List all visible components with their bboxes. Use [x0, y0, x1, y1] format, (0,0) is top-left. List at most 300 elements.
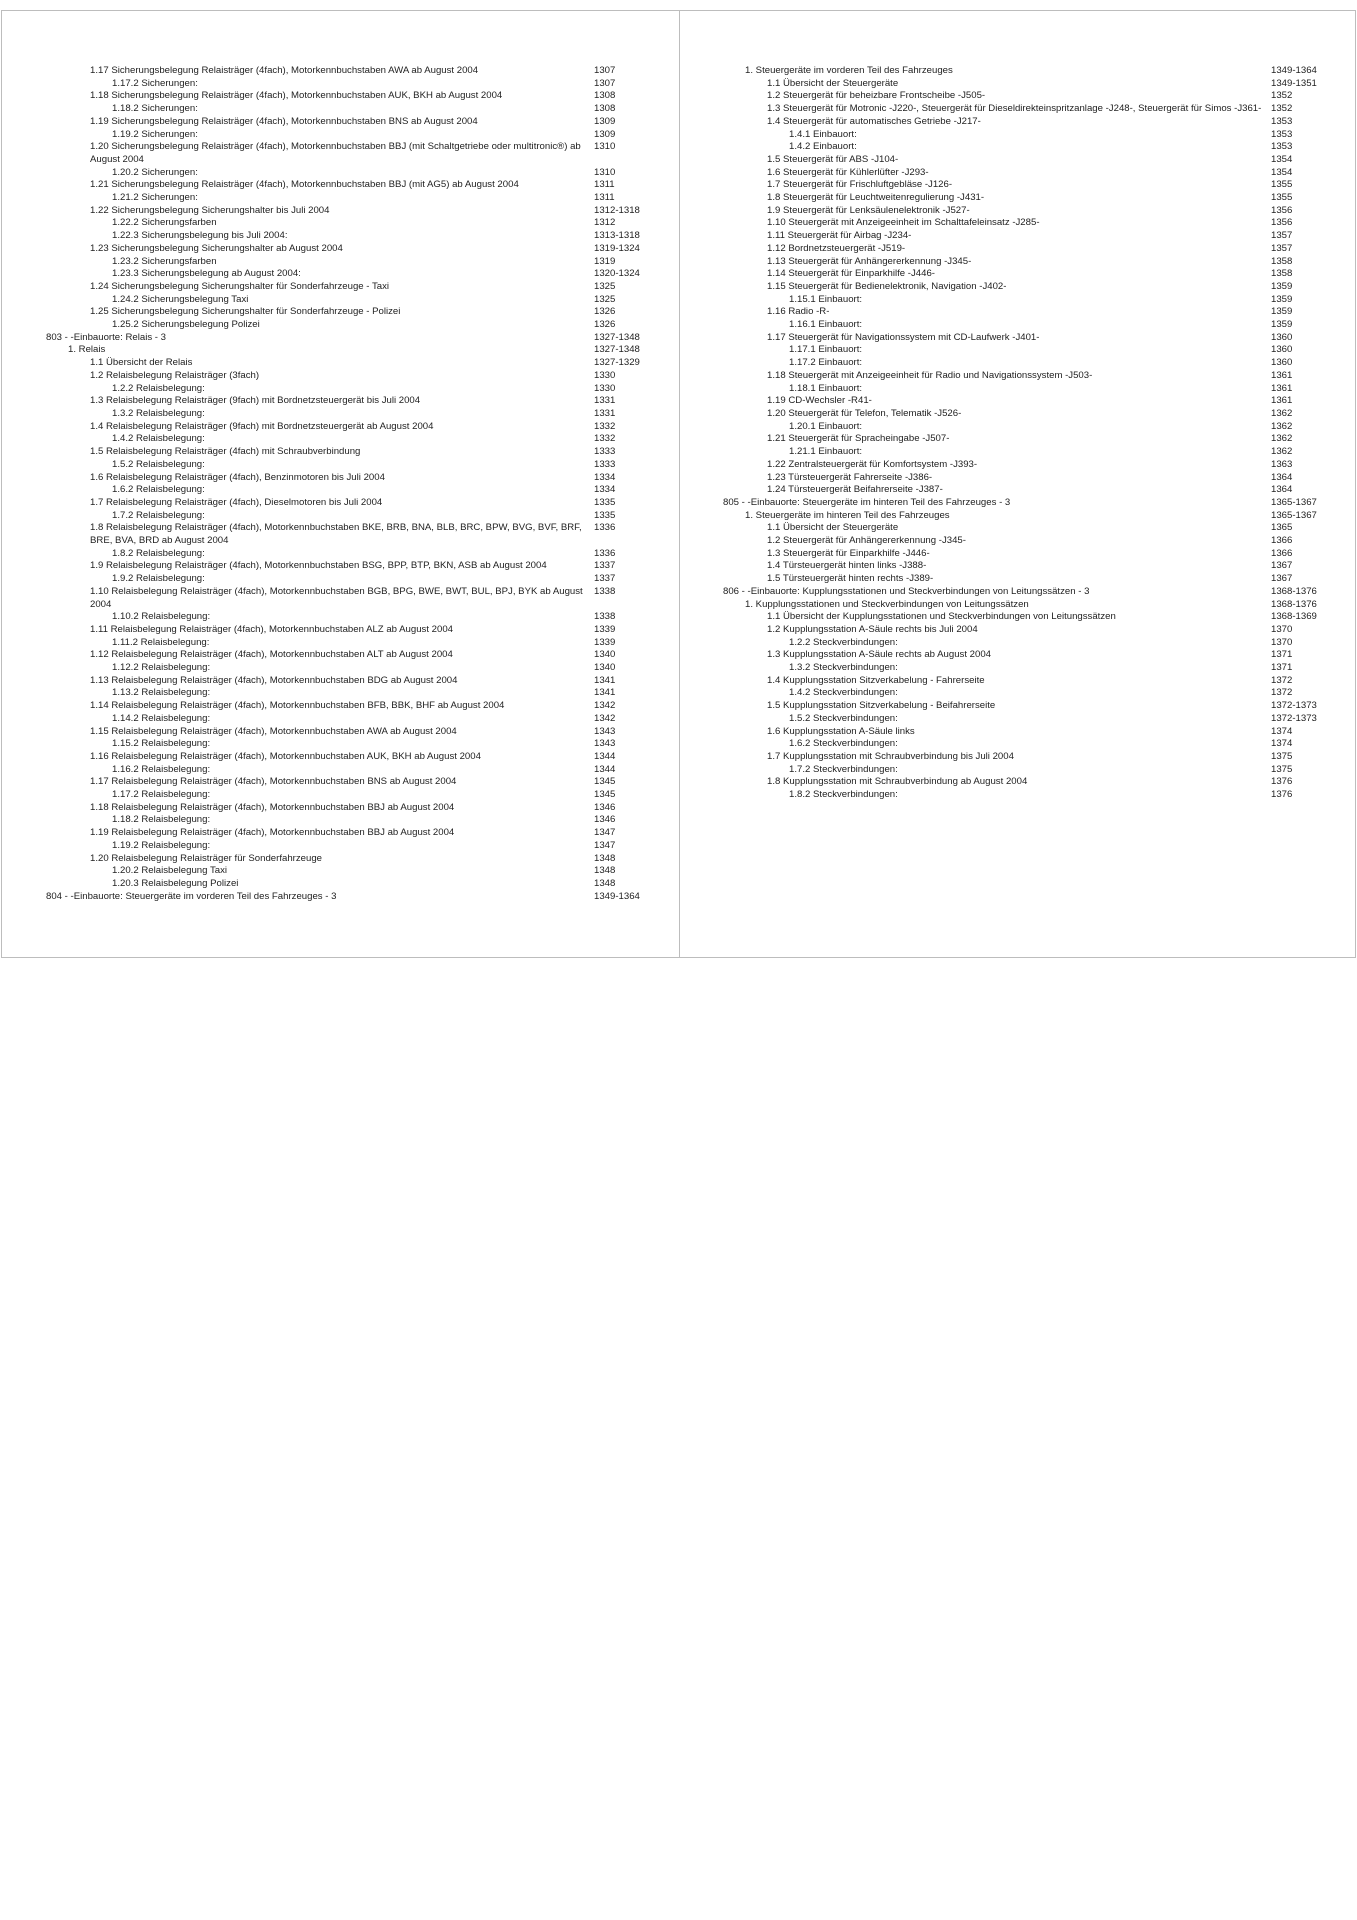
toc-entry[interactable]	[723, 649, 1323, 662]
toc-entry[interactable]	[46, 675, 654, 688]
toc-entry[interactable]	[46, 370, 654, 383]
toc-entry[interactable]	[723, 789, 1323, 802]
toc-entry[interactable]	[46, 217, 654, 230]
toc-entry[interactable]	[46, 78, 654, 91]
toc-entry[interactable]	[723, 738, 1323, 751]
toc-entry-title: 1.5 Relaisbelegung Relaisträger (4fach) mit Schraubverbindung	[90, 446, 361, 458]
toc-entry[interactable]	[46, 332, 654, 345]
toc-entry-title: 1.16 Relaisbelegung Relaisträger (4fach), Motorkennbuchstaben AUK, BKH ab August 2004	[90, 750, 481, 762]
toc-entry-page-number: 1345	[594, 776, 616, 788]
toc-entry[interactable]	[46, 65, 654, 78]
toc-entry[interactable]	[723, 586, 1323, 599]
toc-entry[interactable]	[723, 230, 1323, 243]
toc-entry-page-number: 1332	[594, 433, 616, 445]
toc-entry[interactable]	[46, 789, 654, 802]
toc-entry-title: 1.15.1 Einbauort:	[789, 293, 863, 305]
toc-entry[interactable]	[46, 510, 654, 523]
toc-entry-page-number: 1319	[594, 255, 616, 267]
toc-entry[interactable]	[46, 90, 654, 103]
toc-entry-title: 1.22.2 Sicherungsfarben	[112, 217, 217, 229]
toc-entry[interactable]	[46, 167, 654, 180]
toc-entry[interactable]	[723, 687, 1323, 700]
toc-entry-page-number: 1361	[1271, 369, 1293, 381]
toc-entry[interactable]	[723, 179, 1323, 192]
toc-entry-title: 1.22.3 Sicherungsbelegung bis Juli 2004:	[112, 230, 288, 242]
toc-entry-title: 1.6.2 Steckverbindungen:	[789, 738, 898, 750]
toc-entry[interactable]	[46, 344, 654, 357]
toc-entry[interactable]	[46, 827, 654, 840]
toc-entry-page-number: 1331	[594, 407, 616, 419]
toc-entry-title: 1.23 Türsteuergerät Fahrerseite -J386-	[767, 471, 933, 483]
toc-entry[interactable]	[46, 306, 654, 319]
toc-entry-title: 1.17.1 Einbauort:	[789, 344, 863, 356]
toc-entry-title: 1.8 Kupplungsstation mit Schraubverbindung ab August 2004	[767, 776, 1028, 788]
toc-entry-title: 1.3 Steuergerät für Motronic -J220-, Steuergerät für Dieseldirekteinspritzanlage -J248-, Steuergerät für Simos -J361-	[767, 103, 1262, 115]
toc-entry-page-number: 1372-1373	[1271, 700, 1317, 712]
toc-entry-page-number: 1366	[1271, 547, 1293, 559]
toc-entry-page-number: 1349-1351	[1271, 77, 1317, 89]
toc-entry[interactable]	[46, 243, 654, 256]
toc-entry-title: 1.21.2 Sicherungen:	[112, 192, 198, 204]
toc-entry-page-number: 1325	[594, 293, 616, 305]
toc-entry-title: 1.1 Übersicht der Kupplungsstationen und Steckverbindungen von Leitungssätzen	[767, 611, 1116, 623]
toc-entry[interactable]	[723, 713, 1323, 726]
toc-entry-title: 1.13.2 Relaisbelegung:	[112, 687, 211, 699]
toc-entry-title: 1.21.1 Einbauort:	[789, 446, 863, 458]
toc-entry[interactable]	[46, 891, 654, 904]
toc-entry-page-number: 1375	[1271, 763, 1293, 775]
toc-entry-title: 1.4.2 Einbauort:	[789, 141, 857, 153]
toc-entry-title: 1.8 Steuergerät für Leuchtweitenregulierung -J431-	[767, 192, 985, 204]
toc-entry[interactable]	[46, 294, 654, 307]
toc-entry[interactable]	[723, 484, 1323, 497]
toc-entry[interactable]	[723, 205, 1323, 218]
toc-entry-title: 1.18.2 Relaisbelegung:	[112, 814, 211, 826]
toc-entry[interactable]	[46, 472, 654, 485]
toc-entry[interactable]	[723, 281, 1323, 294]
toc-entry-page-number: 1311	[594, 192, 615, 204]
toc-entry-title: 1. Kupplungsstationen und Steckverbindungen von Leitungssätzen	[745, 598, 1029, 610]
toc-entry[interactable]	[723, 129, 1323, 142]
toc-entry-title: 1.20.2 Sicherungen:	[112, 166, 198, 178]
toc-entry[interactable]	[46, 560, 654, 573]
toc-entry-title: 1.12 Relaisbelegung Relaisträger (4fach), Motorkennbuchstaben ALT ab August 2004	[90, 649, 453, 661]
toc-entry-page-number: 1338	[594, 585, 616, 597]
toc-entry[interactable]	[46, 865, 654, 878]
toc-entry[interactable]	[723, 141, 1323, 154]
toc-entry-page-number: 1368-1376	[1271, 598, 1317, 610]
toc-entry[interactable]	[46, 624, 654, 637]
toc-entry[interactable]	[46, 573, 654, 586]
toc-entry[interactable]	[723, 624, 1323, 637]
toc-entry-title: 1.22 Sicherungsbelegung Sicherungshalter bis Juli 2004	[90, 204, 330, 216]
toc-entry[interactable]	[723, 370, 1323, 383]
toc-entry[interactable]	[46, 522, 654, 547]
toc-entry[interactable]	[723, 421, 1323, 434]
toc-entry-title: 1.10.2 Relaisbelegung:	[112, 611, 211, 623]
toc-entry[interactable]	[723, 662, 1323, 675]
toc-entry-title: 1. Relais	[68, 344, 106, 356]
toc-entry-page-number: 1372	[1271, 674, 1293, 686]
toc-entry[interactable]	[723, 700, 1323, 713]
toc-entry[interactable]	[723, 548, 1323, 561]
toc-entry[interactable]	[723, 573, 1323, 586]
toc-entry-page-number: 1360	[1271, 344, 1293, 356]
toc-entry-page-number: 1352	[1271, 103, 1293, 115]
toc-entry[interactable]	[723, 116, 1323, 129]
toc-entry-title: 1.9 Relaisbelegung Relaisträger (4fach), Motorkennbuchstaben BSG, BPP, BTP, BKN, ASB ab August 2004	[90, 560, 547, 572]
toc-entry-page-number: 1326	[594, 306, 616, 318]
toc-entry[interactable]	[46, 256, 654, 269]
toc-entry[interactable]	[46, 814, 654, 827]
toc-entry-page-number: 1364	[1271, 484, 1293, 496]
toc-entry[interactable]	[46, 586, 654, 611]
toc-entry-title: 1.24 Sicherungsbelegung Sicherungshalter für Sonderfahrzeuge - Taxi	[90, 280, 390, 292]
toc-entry-page-number: 1361	[1271, 382, 1293, 394]
toc-entry[interactable]	[46, 713, 654, 726]
toc-entry-page-number: 1325	[594, 280, 616, 292]
toc-entry-title: 1.19.2 Relaisbelegung:	[112, 839, 211, 851]
toc-entry-page-number: 1335	[594, 496, 616, 508]
toc-entry-title: 1.4.1 Einbauort:	[789, 128, 857, 140]
toc-entry-title: 1.11 Relaisbelegung Relaisträger (4fach), Motorkennbuchstaben ALZ ab August 2004	[90, 623, 454, 635]
toc-entry-page-number: 1308	[594, 90, 616, 102]
toc-entry[interactable]	[46, 700, 654, 713]
toc-entry[interactable]	[46, 179, 654, 192]
toc-entry-page-number: 1336	[594, 522, 616, 534]
toc-entry-title: 1.2 Steuergerät für Anhängererkennung -J345-	[767, 535, 966, 547]
toc-entry-page-number: 1330	[594, 382, 616, 394]
toc-entry-title: 1.20 Steuergerät für Telefon, Telematik -J526-	[767, 407, 962, 419]
toc-entry-title: 1.5.2 Steckverbindungen:	[789, 712, 898, 724]
toc-entry-title: 1.18 Sicherungsbelegung Relaisträger (4fach), Motorkennbuchstaben AUK, BKH ab August 2004	[90, 90, 503, 102]
toc-entry[interactable]	[723, 472, 1323, 485]
toc-entry[interactable]	[46, 637, 654, 650]
toc-entry-title: 1.16 Radio -R-	[767, 306, 830, 318]
toc-entry-page-number: 1311	[594, 179, 615, 191]
toc-entry-page-number: 1340	[594, 649, 616, 661]
toc-entry-title: 1.18.1 Einbauort:	[789, 382, 863, 394]
toc-entry-page-number: 1331	[594, 395, 616, 407]
toc-entry-page-number: 1353	[1271, 115, 1293, 127]
toc-entry[interactable]	[723, 357, 1323, 370]
toc-entry[interactable]	[46, 446, 654, 459]
toc-entry-title: 1.21 Steuergerät für Spracheingabe -J507-	[767, 433, 950, 445]
toc-entry-title: 1.2.2 Steckverbindungen:	[789, 636, 898, 648]
toc-entry-title: 1.8.2 Relaisbelegung:	[112, 547, 205, 559]
toc-entry-page-number: 1320-1324	[594, 268, 640, 280]
toc-entry[interactable]	[46, 141, 654, 166]
toc-entry-title: 1.2 Steuergerät für beheizbare Frontscheibe -J505-	[767, 90, 986, 102]
toc-entry[interactable]	[46, 421, 654, 434]
toc-entry-title: 1.3 Steuergerät für Einparkhilfe -J446-	[767, 547, 930, 559]
toc-entry-page-number: 1354	[1271, 166, 1293, 178]
toc-entry-page-number: 1333	[594, 458, 616, 470]
toc-entry-title: 1.21 Sicherungsbelegung Relaisträger (4fach), Motorkennbuchstaben BBJ (mit AG5) ab August 2004	[90, 179, 519, 191]
toc-entry-page-number: 1348	[594, 852, 616, 864]
toc-entry[interactable]	[46, 776, 654, 789]
toc-entry-page-number: 1339	[594, 623, 616, 635]
toc-entry[interactable]	[46, 433, 654, 446]
toc-entry-title: 1.12 Bordnetzsteuergerät -J519-	[767, 242, 906, 254]
toc-page-right	[723, 65, 1323, 802]
toc-entry[interactable]	[46, 687, 654, 700]
toc-entry-page-number: 1363	[1271, 458, 1293, 470]
toc-entry-title: 804 - -Einbauorte: Steuergeräte im vorderen Teil des Fahrzeuges - 3	[46, 890, 337, 902]
toc-entry-title: 1.14.2 Relaisbelegung:	[112, 712, 211, 724]
toc-entry-page-number: 1339	[594, 636, 616, 648]
toc-entry[interactable]	[46, 649, 654, 662]
toc-entry-title: 1.4.2 Steckverbindungen:	[789, 687, 898, 699]
toc-entry[interactable]	[46, 319, 654, 332]
toc-entry[interactable]	[723, 294, 1323, 307]
toc-entry[interactable]	[46, 395, 654, 408]
toc-entry-page-number: 1372-1373	[1271, 712, 1317, 724]
toc-entry-title: 1.22 Zentralsteuergerät für Komfortsystem -J393-	[767, 458, 978, 470]
toc-entry-page-number: 1309	[594, 128, 616, 140]
toc-entry-title: 1.5.2 Relaisbelegung:	[112, 458, 205, 470]
toc-entry[interactable]	[46, 192, 654, 205]
toc-entry-page-number: 1353	[1271, 128, 1293, 140]
toc-entry-page-number: 1344	[594, 763, 616, 775]
toc-entry[interactable]	[723, 78, 1323, 91]
toc-entry[interactable]	[723, 103, 1323, 116]
toc-entry[interactable]	[46, 726, 654, 739]
toc-entry[interactable]	[723, 776, 1323, 789]
toc-entry-title: 1.4 Kupplungsstation Sitzverkabelung - Fahrerseite	[767, 674, 985, 686]
toc-entry[interactable]	[723, 90, 1323, 103]
toc-entry[interactable]	[723, 764, 1323, 777]
toc-entry-title: 1.2 Relaisbelegung Relaisträger (3fach)	[90, 369, 260, 381]
toc-entry-page-number: 1307	[594, 77, 616, 89]
toc-entry-page-number: 1326	[594, 319, 616, 331]
toc-entry-page-number: 1312-1318	[594, 204, 640, 216]
toc-entry-title: 1.6 Kupplungsstation A-Säule links	[767, 725, 915, 737]
toc-entry-title: 1.4 Türsteuergerät hinten links -J388-	[767, 560, 927, 572]
toc-entry-page-number: 1349-1364	[594, 890, 640, 902]
toc-entry-title: 1.14 Relaisbelegung Relaisträger (4fach), Motorkennbuchstaben BFB, BBK, BHF ab August 2004	[90, 700, 505, 712]
toc-entry[interactable]	[46, 205, 654, 218]
toc-entry[interactable]	[723, 675, 1323, 688]
toc-entry[interactable]	[723, 65, 1323, 78]
toc-entry-title: 805 - -Einbauorte: Steuergeräte im hinteren Teil des Fahrzeuges - 3	[723, 496, 1011, 508]
toc-entry-page-number: 1357	[1271, 242, 1293, 254]
toc-entry-title: 1.17.2 Sicherungen:	[112, 77, 198, 89]
toc-entry-page-number: 1342	[594, 700, 616, 712]
toc-entry[interactable]	[723, 217, 1323, 230]
toc-entry[interactable]	[723, 751, 1323, 764]
toc-entry-title: 1.18.2 Sicherungen:	[112, 103, 198, 115]
toc-entry-title: 1.3 Relaisbelegung Relaisträger (9fach) mit Bordnetzsteuergerät bis Juli 2004	[90, 395, 421, 407]
toc-entry[interactable]	[46, 497, 654, 510]
toc-entry[interactable]	[723, 268, 1323, 281]
toc-entry[interactable]	[46, 281, 654, 294]
toc-entry[interactable]	[723, 522, 1323, 535]
toc-entry[interactable]	[723, 344, 1323, 357]
toc-entry-title: 1.11 Steuergerät für Airbag -J234-	[767, 230, 912, 242]
toc-entry-page-number: 1348	[594, 878, 616, 889]
toc-entry-page-number: 1362	[1271, 407, 1293, 419]
toc-entry-page-number: 1356	[1271, 204, 1293, 216]
toc-entry-page-number: 1370	[1271, 636, 1293, 648]
toc-entry[interactable]	[46, 383, 654, 396]
toc-entry[interactable]	[46, 230, 654, 243]
toc-entry[interactable]	[723, 395, 1323, 408]
toc-entry-page-number: 1362	[1271, 433, 1293, 445]
toc-entry[interactable]	[46, 802, 654, 815]
toc-entry[interactable]	[46, 484, 654, 497]
toc-entry-title: 1.25 Sicherungsbelegung Sicherungshalter für Sonderfahrzeuge - Polizei	[90, 306, 401, 318]
toc-entry-page-number: 1344	[594, 750, 616, 762]
toc-entry-title: 1.19 CD-Wechsler -R41-	[767, 395, 872, 407]
toc-entry-title: 1.9.2 Relaisbelegung:	[112, 573, 205, 585]
toc-entry-title: 1.7 Relaisbelegung Relaisträger (4fach), Dieselmotoren bis Juli 2004	[90, 496, 383, 508]
toc-entry[interactable]	[723, 459, 1323, 472]
toc-entry-title: 1.20 Sicherungsbelegung Relaisträger (4fach), Motorkennbuchstaben BBJ (mit Schaltgetriebe oder multitronic®) ab August 2004	[90, 141, 581, 165]
toc-entry[interactable]	[723, 243, 1323, 256]
toc-entry[interactable]	[723, 599, 1323, 612]
toc-entry[interactable]	[46, 548, 654, 561]
toc-entry[interactable]	[723, 154, 1323, 167]
toc-entry-page-number: 1352	[1271, 90, 1293, 102]
toc-entry-title: 1.5 Türsteuergerät hinten rechts -J389-	[767, 573, 934, 585]
toc-entry-page-number: 1355	[1271, 179, 1293, 191]
toc-entry-title: 1.5 Steuergerät für ABS -J104-	[767, 153, 899, 165]
toc-entry[interactable]	[46, 116, 654, 129]
toc-entry-title: 1.11.2 Relaisbelegung:	[112, 636, 210, 648]
toc-entry[interactable]	[46, 459, 654, 472]
toc-entry-title: 1.7.2 Relaisbelegung:	[112, 509, 205, 521]
toc-entry-title: 1.4.2 Relaisbelegung:	[112, 433, 205, 445]
toc-entry-page-number: 1343	[594, 738, 616, 750]
toc-entry-page-number: 1362	[1271, 446, 1293, 458]
toc-entry-page-number: 1368-1369	[1271, 611, 1317, 623]
toc-entry[interactable]	[723, 433, 1323, 446]
toc-entry[interactable]	[46, 764, 654, 777]
toc-entry[interactable]	[723, 446, 1323, 459]
toc-entry[interactable]	[723, 611, 1323, 624]
toc-entry[interactable]	[46, 840, 654, 853]
toc-entry[interactable]	[46, 853, 654, 866]
toc-entry-page-number: 1371	[1271, 662, 1293, 674]
toc-entry[interactable]	[46, 611, 654, 624]
toc-entry-page-number: 1374	[1271, 725, 1293, 737]
toc-entry-title: 1.10 Steuergerät mit Anzeigeeinheit im Schalttafeleinsatz -J285-	[767, 217, 1040, 229]
toc-entry-title: 1.1 Übersicht der Relais	[90, 357, 193, 369]
toc-entry-page-number: 1349-1364	[1271, 65, 1317, 76]
toc-entry-page-number: 1359	[1271, 306, 1293, 318]
toc-entry-page-number: 1310	[594, 166, 616, 178]
toc-entry-title: 1.24 Türsteuergerät Beifahrerseite -J387-	[767, 484, 943, 496]
toc-entry[interactable]	[723, 510, 1323, 523]
toc-entry-page-number: 1330	[594, 369, 616, 381]
toc-entry[interactable]	[723, 637, 1323, 650]
toc-entry[interactable]	[723, 167, 1323, 180]
toc-entry-title: 1.1 Übersicht der Steuergeräte	[767, 77, 899, 89]
toc-entry[interactable]	[46, 662, 654, 675]
toc-entry-page-number: 1347	[594, 827, 616, 839]
toc-entry-title: 1.10 Relaisbelegung Relaisträger (4fach), Motorkennbuchstaben BGB, BPG, BWE, BWT, BUL, BPJ, BYK ab August 2004	[90, 585, 583, 610]
toc-entry-page-number: 1366	[1271, 535, 1293, 547]
toc-entry[interactable]	[723, 319, 1323, 332]
toc-entry-title: 1.15 Relaisbelegung Relaisträger (4fach), Motorkennbuchstaben AWA ab August 2004	[90, 725, 457, 737]
toc-entry-title: 1.23 Sicherungsbelegung Sicherungshalter ab August 2004	[90, 242, 343, 254]
toc-entry-title: 1.25.2 Sicherungsbelegung Polizei	[112, 319, 260, 331]
toc-entry[interactable]	[46, 268, 654, 281]
toc-entry-page-number: 1309	[594, 115, 616, 127]
toc-entry[interactable]	[46, 878, 654, 891]
toc-entry[interactable]	[723, 408, 1323, 421]
toc-entry-title: 1.4 Steuergerät für automatisches Getriebe -J217-	[767, 115, 981, 127]
toc-entry[interactable]	[723, 726, 1323, 739]
toc-entry[interactable]	[46, 103, 654, 116]
toc-entry-title: 1.17.2 Einbauort:	[789, 357, 863, 369]
toc-entry-page-number: 1338	[594, 611, 616, 623]
toc-entry-page-number: 1365-1367	[1271, 509, 1317, 521]
toc-entry-page-number: 1341	[594, 687, 616, 699]
toc-entry[interactable]	[46, 408, 654, 421]
toc-entry-title: 1.20.2 Relaisbelegung Taxi	[112, 865, 228, 877]
toc-entry-page-number: 1368-1376	[1271, 585, 1317, 597]
toc-entry-page-number: 1376	[1271, 789, 1293, 801]
toc-entry-page-number: 1359	[1271, 293, 1293, 305]
toc-entry-page-number: 1347	[594, 839, 616, 851]
toc-entry-title: 1.17.2 Relaisbelegung:	[112, 789, 211, 801]
toc-page-left	[46, 65, 654, 903]
toc-entry[interactable]	[46, 738, 654, 751]
toc-entry-page-number: 1375	[1271, 750, 1293, 762]
toc-entry-page-number: 1362	[1271, 420, 1293, 432]
toc-entry-title: 1.3.2 Steckverbindungen:	[789, 662, 898, 674]
toc-entry-page-number: 1367	[1271, 573, 1293, 585]
toc-entry-page-number: 1361	[1271, 395, 1293, 407]
toc-entry[interactable]	[723, 332, 1323, 345]
toc-entry-title: 1.18 Relaisbelegung Relaisträger (4fach), Motorkennbuchstaben BBJ ab August 2004	[90, 801, 455, 813]
toc-entry[interactable]	[46, 751, 654, 764]
toc-entry-title: 1.9 Steuergerät für Lenksäulenelektronik -J527-	[767, 204, 970, 216]
toc-entry[interactable]	[46, 129, 654, 142]
toc-entry-page-number: 1327-1348	[594, 331, 640, 343]
toc-entry-title: 1.7 Steuergerät für Frischluftgebläse -J126-	[767, 179, 953, 191]
toc-entry-page-number: 1365-1367	[1271, 496, 1317, 508]
toc-entry[interactable]	[723, 383, 1323, 396]
toc-entry-page-number: 1359	[1271, 280, 1293, 292]
toc-entry-page-number: 1319-1324	[594, 242, 640, 254]
toc-entry-title: 1.2.2 Relaisbelegung:	[112, 382, 205, 394]
toc-entry[interactable]	[723, 560, 1323, 573]
toc-entry[interactable]	[723, 497, 1323, 510]
toc-entry[interactable]	[723, 306, 1323, 319]
toc-entry-title: 1.16.2 Relaisbelegung:	[112, 763, 211, 775]
toc-entry-title: 1.3.2 Relaisbelegung:	[112, 407, 205, 419]
toc-entry-page-number: 1345	[594, 789, 616, 801]
toc-entry-title: 1.13 Relaisbelegung Relaisträger (4fach), Motorkennbuchstaben BDG ab August 2004	[90, 674, 458, 686]
toc-entry-title: 1.20.3 Relaisbelegung Polizei	[112, 878, 239, 889]
toc-entry-title: 1.8 Relaisbelegung Relaisträger (4fach), Motorkennbuchstaben BKE, BRB, BNA, BLB, BRC, BPW, BVG, BVF, BRF, BRE, BVA, BRD ab August 2004	[90, 522, 582, 547]
toc-entry[interactable]	[723, 192, 1323, 205]
toc-entry[interactable]	[723, 256, 1323, 269]
toc-entry[interactable]	[723, 535, 1323, 548]
toc-entry-title: 803 - -Einbauorte: Relais - 3	[46, 331, 166, 343]
toc-entry-title: 1. Steuergeräte im vorderen Teil des Fahrzeuges	[745, 65, 953, 76]
toc-entry-title: 1.15.2 Relaisbelegung:	[112, 738, 211, 750]
toc-entry[interactable]	[46, 357, 654, 370]
toc-entry-page-number: 1346	[594, 801, 616, 813]
toc-entry-page-number: 1312	[594, 217, 616, 229]
toc-entry-title: 1.14 Steuergerät für Einparkhilfe -J446-	[767, 268, 935, 280]
toc-entry-page-number: 1358	[1271, 255, 1293, 267]
toc-entry-title: 1.17 Sicherungsbelegung Relaisträger (4fach), Motorkennbuchstaben AWA ab August 2004	[90, 65, 479, 76]
